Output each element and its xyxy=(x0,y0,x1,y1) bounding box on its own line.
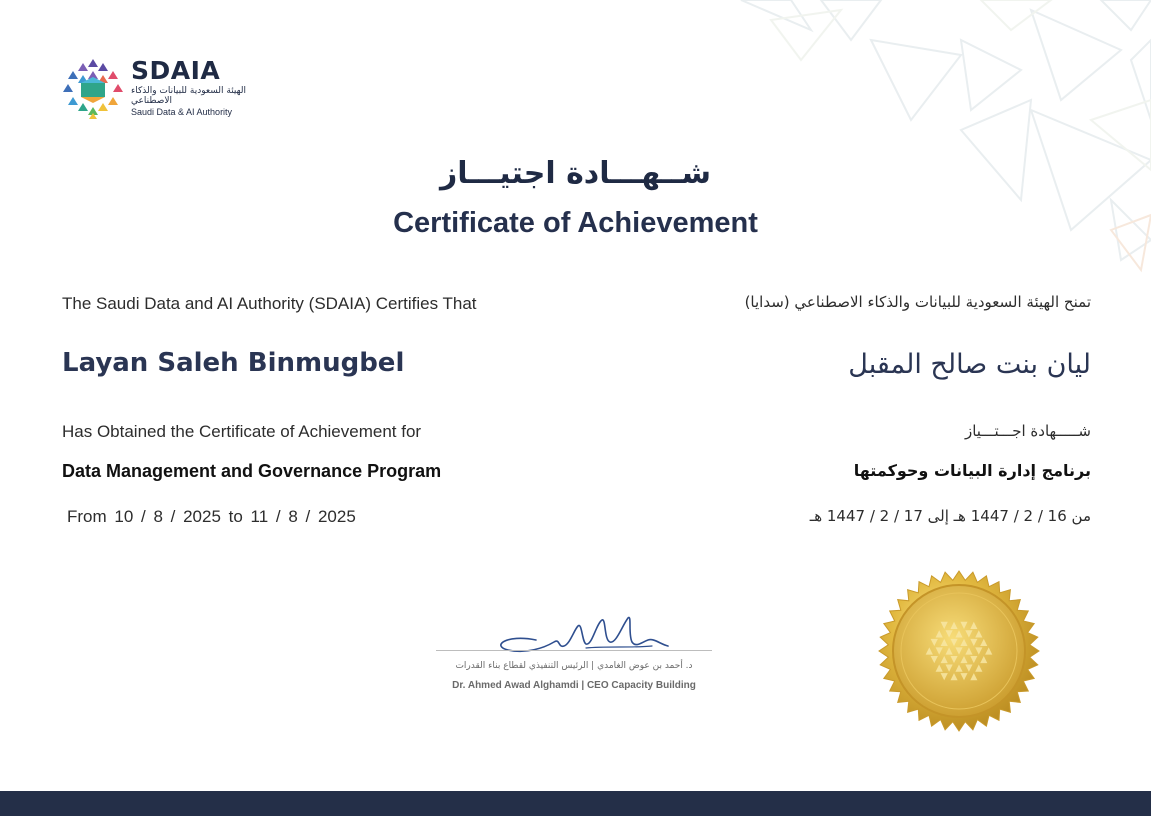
signer-title-english: Dr. Ahmed Awad Alghamdi | CEO Capacity Building xyxy=(452,680,696,691)
sdaia-logo xyxy=(63,57,253,123)
signature-image xyxy=(436,612,716,660)
date-range-arabic: من 16 / 2 / 1447 هـ إلى 17 / 2 / 1447 هـ xyxy=(809,507,1091,525)
logo-wordmark: SDAIA xyxy=(131,56,221,85)
logo-arabic-name: الهيئة السعودية للبيانات والذكاء الاصطناعي xyxy=(131,86,247,106)
footer-bar xyxy=(0,791,1151,816)
recipient-name-arabic: ليان بنت صالح المقبل xyxy=(848,349,1091,380)
certifies-text-english: The Saudi Data and AI Authority (SDAIA) Certifies That xyxy=(62,294,477,313)
title-english: Certificate of Achievement xyxy=(393,207,758,239)
obtained-text-english: Has Obtained the Certificate of Achievement for xyxy=(62,422,422,441)
program-name-english: Data Management and Governance Program xyxy=(62,461,442,481)
recipient-name-english: Layan Saleh Binmugbel xyxy=(62,348,405,378)
certifies-text-arabic: تمنح الهيئة السعودية للبيانات والذكاء الاصطناعي (سدايا) xyxy=(744,293,1091,311)
program-name-arabic: برنامج إدارة البيانات وحوكمتها xyxy=(853,461,1091,480)
date-range-english: From 10 / 8 / 2025 to 11 / 8 / 2025 xyxy=(67,507,356,526)
obtained-text-arabic: شـــــهادة اجـــتـــياز xyxy=(964,422,1091,440)
signer-title-arabic: د. أحمد بن عوض الغامدي | الرئيس التنفيذي لقطاع بناء القدرات xyxy=(455,661,693,671)
background-pattern xyxy=(731,0,1151,290)
signature-line xyxy=(436,650,712,651)
title-arabic: شــهـــادة اجتيـــاز xyxy=(439,156,712,191)
sdaia-logo-mark-icon xyxy=(63,57,123,119)
logo-english-name: Saudi Data & AI Authority xyxy=(131,107,233,117)
gold-seal-icon xyxy=(878,570,1040,732)
